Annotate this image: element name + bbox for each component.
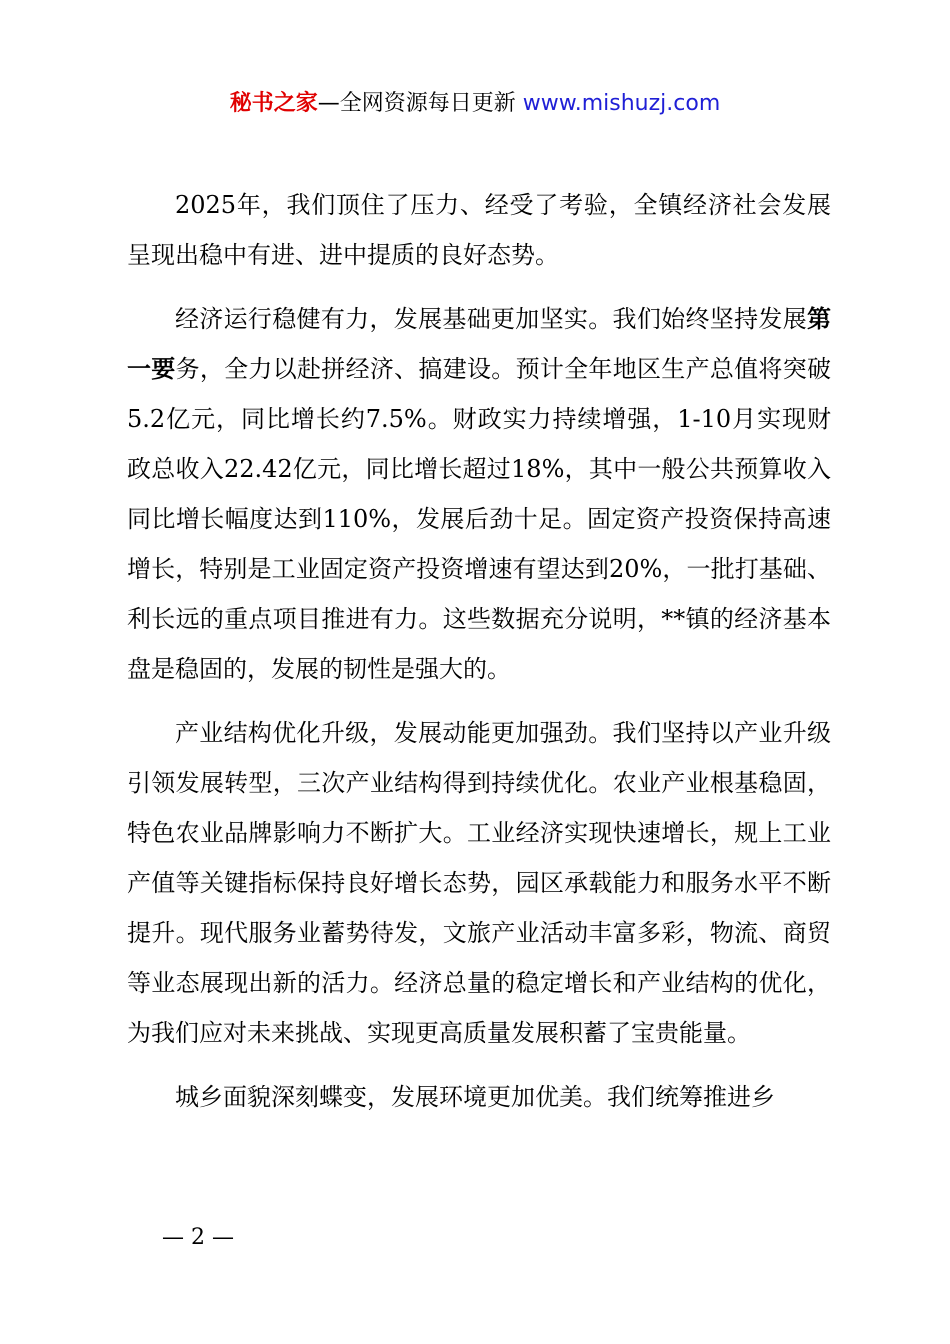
- header-tagline: —全网资源每日更新: [317, 91, 523, 116]
- brand-name: 秘书之家: [229, 91, 318, 116]
- paragraph-4: 城乡面貌深刻蝶变，发展环境更加优美。我们统筹推进乡: [175, 1083, 775, 1111]
- paragraph-2: [127, 294, 831, 694]
- paragraph-3: 产业结构优化升级，发展动能更加强劲。我们坚持以产业升级引领发展转型，三次产业结构得到持续优化。农业产业根基稳固，特色农业品牌影响力不断扩大。工业经济实现快速增长，规上工业产值等关键指标保持良好增长态势，园区承载能力和服务水平不断提升。现代服务业蓄势待发，文旅产业活动丰富多彩，物流、商贸等业态展现出新的活力。经济总量的稳定增长和产业结构的优化，为我们应对未来挑战、实现更高质量发展积蓄了宝贵能量。: [127, 719, 831, 1047]
- document-body: [127, 180, 831, 1136]
- paragraph-2-bold-text: 第一要: [127, 304, 831, 383]
- paragraph-2-text-start: 经济运行稳健有力，发展基础更加坚实。我们始终坚持发展: [175, 305, 807, 333]
- paragraph-2-text-end: 务，全力以赴拼经济、搞建设。预计全年地区生产总值将突破5.2亿元，同比增长约7.5%。财政实力持续增强，1-10月实现财政总收入22.42亿元，同比增长超过18%，其中一般公共预算收入同比增长幅度达到110%，发展后劲十足。固定资产投资保持高速增长，特别是工业固定资产投资增速有望达到20%，一批打基础、利长远的重点项目推进有力。这些数据充分说明，**镇的经济基本盘是稳固的，发展的韧性是强大的。: [127, 355, 832, 683]
- paragraph-1: 2025年，我们顶住了压力、经受了考验，全镇经济社会发展呈现出稳中有进、进中提质的良好态势。: [127, 191, 831, 269]
- site-url-link[interactable]: www.mishuzj.com: [522, 91, 721, 116]
- site-header: [0, 88, 950, 120]
- page-number: — 2 —: [162, 1225, 234, 1250]
